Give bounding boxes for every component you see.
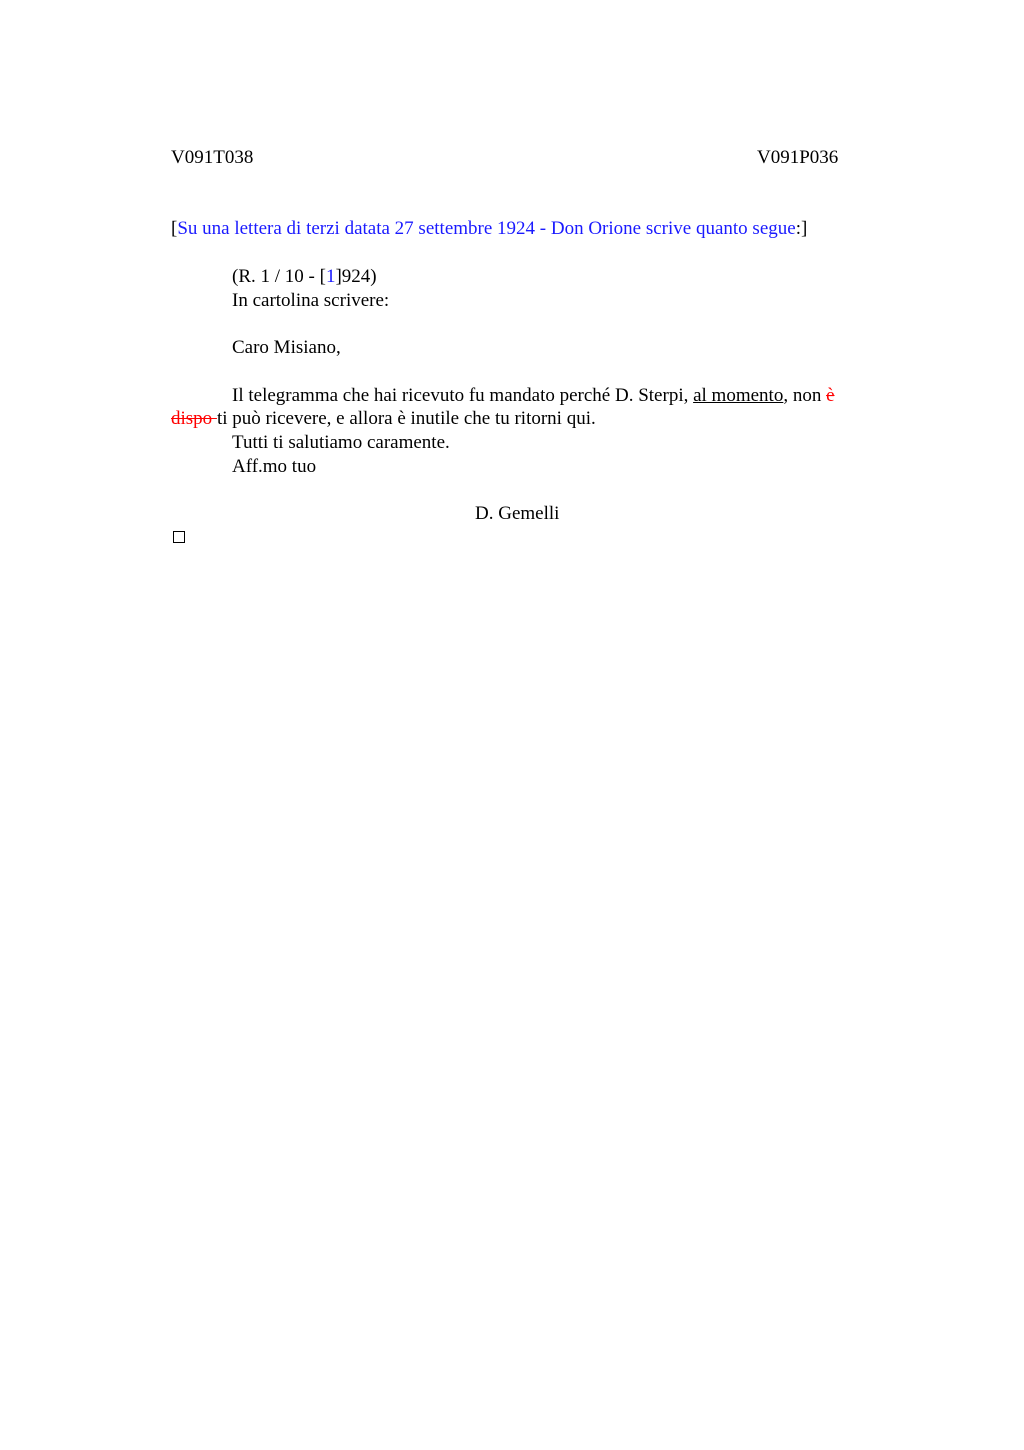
signature: D. Gemelli [475, 503, 560, 524]
body-text-3: ti può ricevere, e allora è inutile che tu ritorni qui. [216, 408, 596, 429]
dateline [232, 265, 377, 289]
body-line-1 [232, 384, 835, 408]
dateline-inserted-digit: 1 [325, 266, 336, 287]
dateline-prefix: (R. 1 / 10 - [ [232, 266, 326, 287]
note-close-bracket: :] [795, 218, 808, 239]
note-open-bracket: [ [171, 218, 178, 239]
body-text-2: , non [783, 385, 827, 406]
document-code-left: V091T038 [171, 147, 254, 168]
deleted-word-1: è [826, 385, 835, 406]
empty-square-icon [173, 531, 185, 543]
salutation: Caro Misiano, [232, 337, 341, 358]
closing-line-1: Tutti ti salutiamo caramente. [232, 432, 450, 453]
dateline-suffix: ]924) [335, 266, 377, 287]
editorial-note [171, 217, 807, 241]
note-text: Su una lettera di terzi datata 27 settembre 1924 - Don Orione scrive quanto segue [177, 218, 796, 239]
underlined-phrase: al momento [693, 385, 784, 406]
document-code-right: V091P036 [757, 147, 839, 168]
closing-line-2: Aff.mo tuo [232, 456, 317, 477]
instruction-line: In cartolina scrivere: [232, 290, 390, 311]
body-line-2 [171, 407, 596, 431]
body-text-1: Il telegramma che hai ricevuto fu mandato perché D. Sterpi, [232, 385, 694, 406]
deleted-word-2: dispo [171, 408, 217, 429]
